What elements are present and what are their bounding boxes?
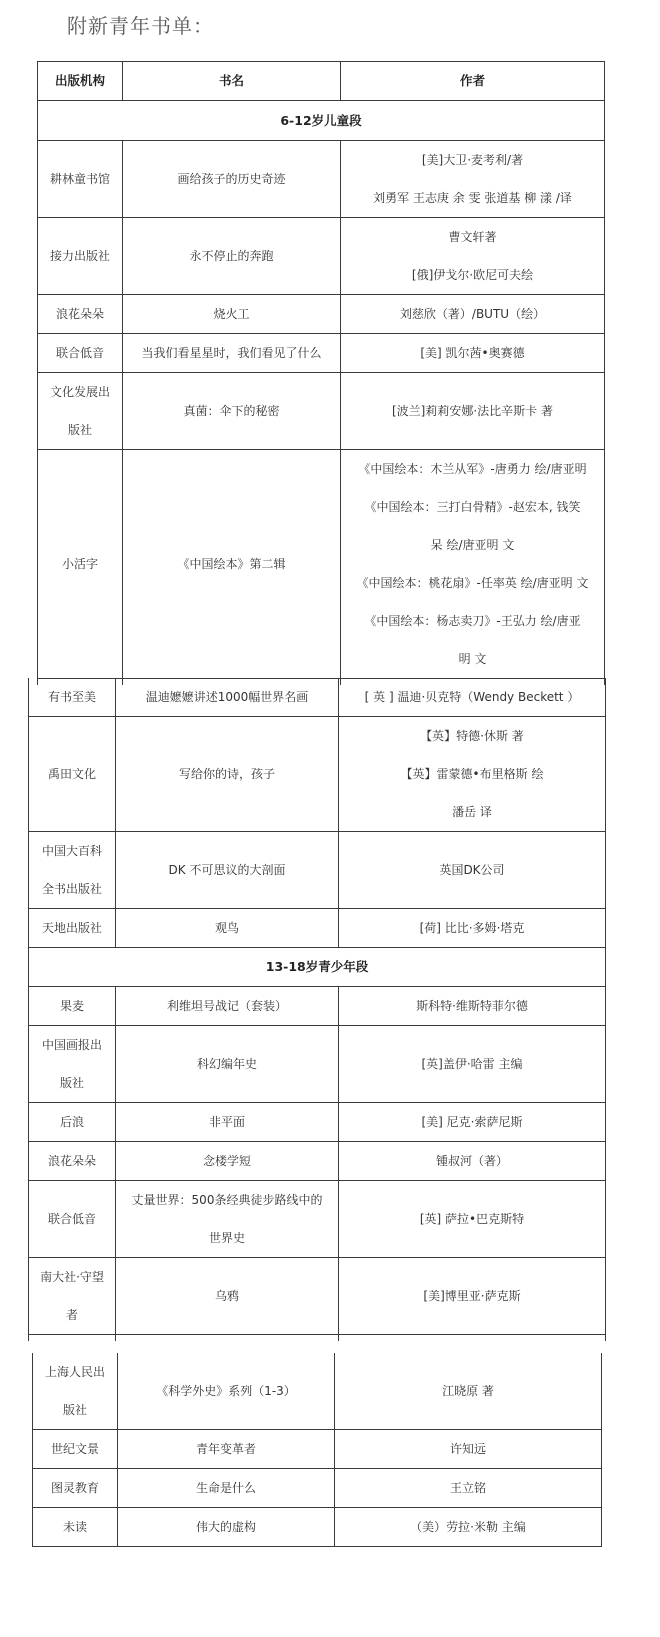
cell-title: [123, 450, 341, 679]
cell-author-line: [美] 凯尔茜•奥赛德: [420, 346, 525, 360]
cell-author: [335, 1508, 602, 1547]
table-row: [38, 373, 605, 450]
cell-author: [339, 1142, 606, 1181]
cell-publisher-line: 全书出版社: [41, 882, 102, 896]
cell-title-line: 世界史: [208, 1231, 245, 1245]
cell-title: [123, 218, 341, 295]
cell-publisher: [38, 334, 123, 373]
cell-title: [118, 1430, 335, 1469]
cell-publisher: [33, 1430, 118, 1469]
cell-title-line: 写给你的诗，孩子: [178, 767, 275, 781]
page-title: 附新青年书单：: [67, 14, 214, 38]
cell-title: [118, 1353, 335, 1430]
children-rows: [38, 141, 605, 679]
cell-publisher-line: 有书至美: [47, 690, 96, 704]
section-teen-label: 13-18岁青少年段: [29, 948, 606, 987]
cell-title-line: 非平面: [208, 1115, 245, 1129]
cell-author-line: 《中国绘本：木兰从军》-唐勇力 绘/唐亚明: [358, 462, 587, 476]
table-row: [38, 334, 605, 373]
book-table-part-3: [32, 1353, 602, 1547]
table-row: [29, 717, 606, 832]
cell-title: [116, 1103, 339, 1142]
cell-publisher: [38, 295, 123, 334]
cell-author-line: 王立铭: [449, 1481, 486, 1495]
cell-author: [339, 832, 606, 909]
cell-publisher: [33, 1469, 118, 1508]
table-row: [38, 450, 605, 679]
cell-publisher-line: 版社: [67, 423, 92, 437]
cell-author-line: [波兰]莉莉安娜·法比辛斯卡 著: [392, 404, 553, 418]
cell-author: [341, 334, 605, 373]
cell-title-line: 画给孩子的历史奇迹: [177, 172, 286, 186]
cell-author-line: 明 文: [458, 652, 487, 666]
table-row: [29, 832, 606, 909]
table-header-row: [38, 62, 605, 101]
cell-author-line: 潘岳 译: [452, 805, 492, 819]
cell-author: [339, 678, 606, 717]
table-row: [33, 1469, 602, 1508]
cell-publisher: [33, 1508, 118, 1547]
cut-cell: [116, 1335, 339, 1341]
cell-author-line: [美]博里亚·萨克斯: [423, 1289, 521, 1303]
cell-title: [123, 334, 341, 373]
teen-rows: [29, 987, 606, 1335]
cell-publisher-line: 版社: [62, 1403, 87, 1417]
children-rows-continued: [29, 678, 606, 948]
cell-publisher-line: 南大社·守望: [40, 1270, 104, 1284]
cell-title: [118, 1508, 335, 1547]
cell-publisher: [38, 218, 123, 295]
table-row: [38, 295, 605, 334]
cell-author-line: 刘勇军 王志庚 余 雯 张道基 柳 漾 /译: [373, 191, 572, 205]
cell-publisher-line: 接力出版社: [49, 249, 110, 263]
cell-author-line: 【英】雷蒙德•布里格斯 绘: [400, 767, 544, 781]
cell-publisher: [29, 1103, 116, 1142]
cell-title-line: 乌鸦: [214, 1289, 239, 1303]
cell-title: [118, 1469, 335, 1508]
cell-publisher-line: 中国大百科: [41, 844, 102, 858]
cell-publisher: [38, 141, 123, 218]
cell-author-line: [荷] 比比·多姆·塔克: [419, 921, 525, 935]
cell-publisher: [38, 373, 123, 450]
cell-title-line: 青年变革者: [195, 1442, 256, 1456]
table-row: [38, 141, 605, 218]
cell-author: [339, 1103, 606, 1142]
section-children-label: 6-12岁儿童段: [38, 101, 605, 141]
cell-publisher: [29, 1142, 116, 1181]
cell-publisher-line: 果麦: [59, 999, 84, 1013]
cell-publisher: [38, 450, 123, 679]
table-row: [38, 218, 605, 295]
cell-title-line: 念楼学短: [202, 1154, 251, 1168]
cell-title: [123, 373, 341, 450]
cell-author-line: 呆 绘/唐亚明 文: [430, 538, 515, 552]
cell-publisher-line: 者: [65, 1308, 78, 1322]
cell-author-line: [ 英 ] 温迪·贝克特（Wendy Beckett ）: [364, 690, 580, 704]
table-row: [33, 1430, 602, 1469]
cell-author: [341, 295, 605, 334]
cell-publisher-line: 浪花朵朵: [47, 1154, 96, 1168]
section-row-teen: [29, 948, 606, 987]
table-row: [29, 909, 606, 948]
cell-title: [116, 832, 339, 909]
cell-author: [335, 1353, 602, 1430]
cell-publisher: [29, 1258, 116, 1335]
table-row: [29, 1103, 606, 1142]
cell-author-line: 江晓原 著: [442, 1384, 494, 1398]
cell-publisher: [29, 987, 116, 1026]
table-row: [29, 678, 606, 717]
cell-title: [116, 1181, 339, 1258]
cell-publisher-line: 耕林童书馆: [49, 172, 110, 186]
cell-author-line: （美）劳拉·米勒 主编: [410, 1520, 526, 1534]
cell-author-line: 《中国绘本：桃花扇》-任率英 绘/唐亚明 文: [356, 576, 589, 590]
cell-author: [339, 1026, 606, 1103]
table-row: [29, 1142, 606, 1181]
cell-title-line: DK 不可思议的大剖面: [168, 863, 286, 877]
cell-author-line: 锺叔河（著）: [435, 1154, 508, 1168]
cell-author-line: 《中国绘本：三打白骨精》-赵宏本, 钱笑: [364, 500, 581, 514]
cell-author-line: 《中国绘本：杨志卖刀》-王弘力 绘/唐亚: [364, 614, 581, 628]
cell-author-line: 【英】特德·休斯 著: [420, 729, 524, 743]
cell-publisher-line: 小活字: [61, 557, 98, 571]
cell-title: [116, 1026, 339, 1103]
cell-title-line: 利维坦号战记（套装）: [166, 999, 287, 1013]
cell-publisher-line: 中国画报出: [41, 1038, 102, 1052]
cell-author: [341, 218, 605, 295]
cell-publisher: [29, 909, 116, 948]
cell-title: [116, 1142, 339, 1181]
cell-author-line: 英国DK公司: [439, 863, 505, 877]
cell-title-line: 温迪嬷嬷讲述1000幅世界名画: [145, 690, 309, 704]
cell-author: [339, 717, 606, 832]
cell-publisher-line: 上海人民出: [44, 1365, 105, 1379]
table-row: [29, 1258, 606, 1335]
cell-author-line: 斯科特·维斯特菲尔德: [416, 999, 528, 1013]
cell-author-line: [美]大卫·麦考利/著: [421, 153, 524, 167]
header-title: 书名: [123, 62, 341, 101]
table-row: [33, 1353, 602, 1430]
cell-author: [339, 909, 606, 948]
cell-publisher: [29, 832, 116, 909]
cell-author-line: [俄]伊戈尔·欧尼可夫绘: [411, 268, 534, 282]
cell-title-line: 永不停止的奔跑: [189, 249, 274, 263]
cell-author: [339, 1258, 606, 1335]
cell-author-line: 曹文轩著: [448, 230, 497, 244]
cell-publisher-line: 世纪文景: [50, 1442, 99, 1456]
teen-rows-continued: [33, 1353, 602, 1547]
table-row: [29, 987, 606, 1026]
section-row-children: [38, 101, 605, 141]
cell-author-line: 刘慈欣（著）/BUTU（绘）: [399, 307, 546, 321]
cell-title-line: 当我们看星星时，我们看见了什么: [141, 346, 322, 360]
cell-author-line: [美] 尼克·索萨尼斯: [421, 1115, 523, 1129]
cell-title-line: 丈量世界：500条经典徒步路线中的: [131, 1193, 323, 1207]
cell-title: [123, 141, 341, 218]
cell-publisher-line: 禹田文化: [47, 767, 96, 781]
table-row: [29, 1181, 606, 1258]
cell-title-line: 《科学外史》系列（1-3）: [156, 1384, 296, 1398]
cell-publisher: [33, 1353, 118, 1430]
cell-publisher-line: 后浪: [59, 1115, 84, 1129]
cell-author-line: [英] 萨拉•巴克斯特: [419, 1212, 525, 1226]
cell-author: [335, 1430, 602, 1469]
table-row: [29, 1026, 606, 1103]
cell-title-line: 真菌：伞下的秘密: [183, 404, 280, 418]
cell-publisher-line: 天地出版社: [41, 921, 102, 935]
cell-title: [116, 678, 339, 717]
cell-publisher-line: 版社: [59, 1076, 84, 1090]
cell-author: [339, 987, 606, 1026]
cell-publisher-line: 文化发展出: [49, 385, 110, 399]
cell-publisher: [29, 717, 116, 832]
cell-publisher: [29, 1026, 116, 1103]
cell-publisher-line: 图灵教育: [50, 1481, 99, 1495]
cell-publisher-line: 联合低音: [55, 346, 104, 360]
cell-author: [335, 1469, 602, 1508]
cell-publisher-line: 联合低音: [47, 1212, 96, 1226]
cell-author: [341, 373, 605, 450]
cut-cell: [29, 1335, 116, 1341]
cell-title-line: 《中国绘本》第二辑: [177, 557, 286, 571]
cell-author: [341, 450, 605, 679]
cell-publisher: [29, 678, 116, 717]
cell-author-line: 许知远: [449, 1442, 486, 1456]
cell-title-line: 生命是什么: [195, 1481, 256, 1495]
cell-author: [341, 141, 605, 218]
cell-title: [116, 717, 339, 832]
cell-title: [116, 987, 339, 1026]
cell-title-line: 科幻编年史: [196, 1057, 257, 1071]
cell-publisher: [29, 1181, 116, 1258]
header-author: 作者: [341, 62, 605, 101]
cut-cell: [339, 1335, 606, 1341]
cell-title: [116, 909, 339, 948]
cell-title: [123, 295, 341, 334]
header-publisher: 出版机构: [38, 62, 123, 101]
cell-title: [116, 1258, 339, 1335]
cell-title-line: 伟大的虚构: [195, 1520, 256, 1534]
table-cut-edge: [29, 1335, 606, 1341]
cell-title-line: 烧火工: [213, 307, 250, 321]
cell-author-line: [英]盖伊·哈雷 主编: [421, 1057, 523, 1071]
book-table-part-2: [28, 678, 606, 1341]
cell-publisher-line: 浪花朵朵: [55, 307, 104, 321]
cell-publisher-line: 未读: [62, 1520, 87, 1534]
table-row: [33, 1508, 602, 1547]
cell-author: [339, 1181, 606, 1258]
cell-title-line: 观鸟: [214, 921, 239, 935]
book-table-part-1: [37, 61, 605, 685]
